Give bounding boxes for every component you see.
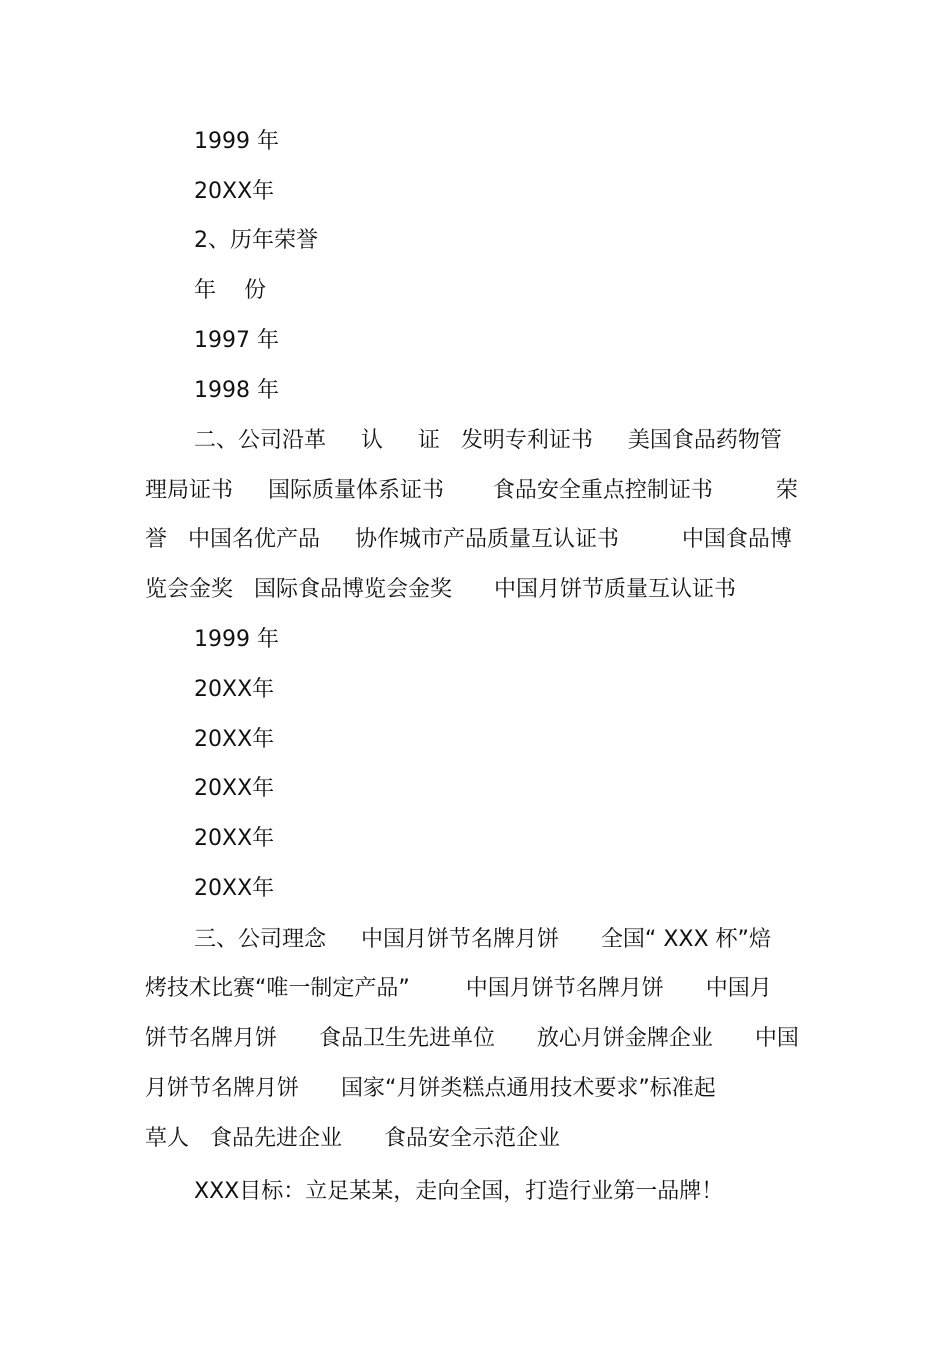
year-line: 20XX年: [194, 179, 275, 204]
year-line: 1997 年: [194, 328, 279, 353]
goal-statement: XXX目标：立足某某，走向全国，打造行业第一品牌！: [194, 1179, 724, 1204]
paragraph-line: 烤技术比赛“唯一制定产品” 中国月饼节名牌月饼 中国月: [145, 976, 772, 1001]
column-label: 年 份: [194, 278, 266, 303]
year-line: 20XX年: [194, 876, 275, 901]
year-line: 20XX年: [194, 776, 275, 801]
paragraph-line: 二、公司沿革 认 证 发明专利证书 美国食品药物管: [194, 428, 782, 453]
year-line: 1999 年: [194, 627, 279, 652]
year-line: 1998 年: [194, 378, 279, 403]
paragraph-line: 理局证书 国际质量体系证书 食品安全重点控制证书 荣: [145, 478, 798, 503]
section-heading: 2、历年荣誉: [194, 228, 318, 253]
paragraph-line: 月饼节名牌月饼 国家“月饼类糕点通用技术要求”标准起: [145, 1076, 716, 1101]
paragraph-line: 誉 中国名优产品 协作城市产品质量互认证书 中国食品博: [145, 527, 792, 552]
year-line: 20XX年: [194, 826, 275, 851]
paragraph-line: 览会金奖 国际食品博览会金奖 中国月饼节质量互认证书: [145, 577, 736, 602]
paragraph-line: 草人 食品先进企业 食品安全示范企业: [145, 1126, 560, 1151]
paragraph-line: 三、公司理念 中国月饼节名牌月饼 全国“ XXX 杯”焙: [194, 927, 771, 952]
year-line: 1999 年: [194, 129, 279, 154]
paragraph-line: 饼节名牌月饼 食品卫生先进单位 放心月饼金牌企业 中国: [145, 1026, 799, 1051]
year-line: 20XX年: [194, 727, 275, 752]
year-line: 20XX年: [194, 677, 275, 702]
